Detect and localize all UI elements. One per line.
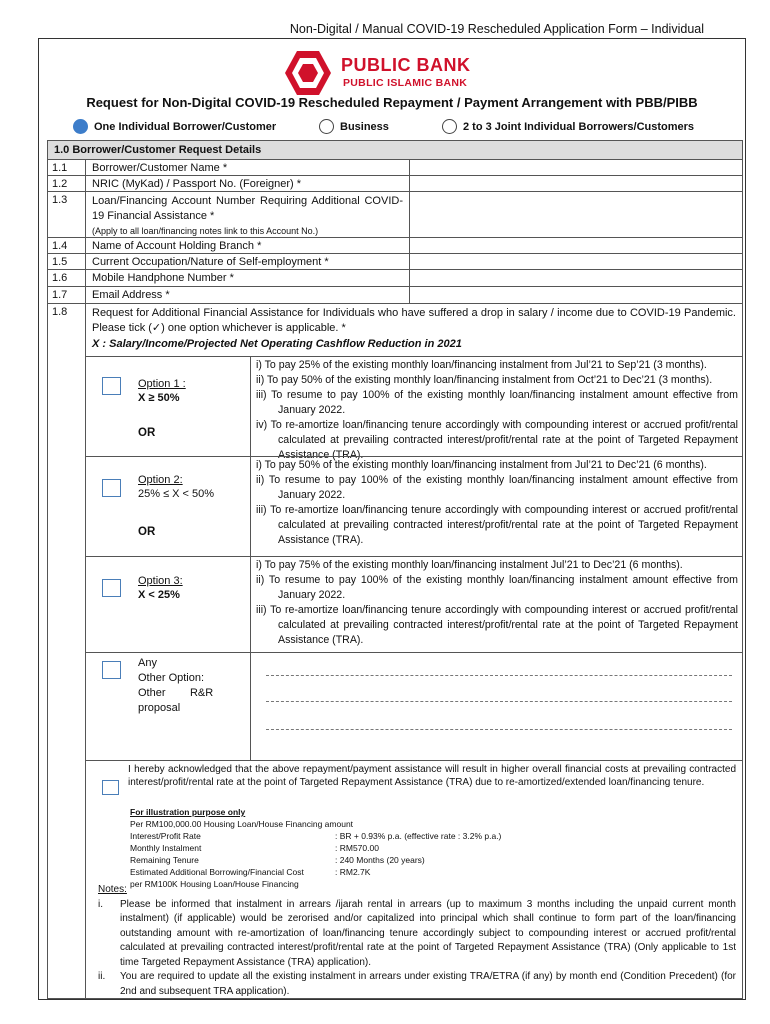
illustration-row [130,842,501,854]
public-bank-logo [283,49,523,97]
note-index: ii. [98,971,106,982]
row-label [86,192,410,237]
row-number: 1.3 [48,192,86,237]
table-row [47,254,743,270]
other-option [86,652,742,760]
row-number: 1.4 [48,238,86,253]
notes-block [98,883,736,999]
row-label: NRIC (MyKad) / Passport No. (Foreigner) * [86,176,410,191]
row-note: (Apply to all loan/financing notes link to this Account No.) [92,226,319,236]
option-3-items [256,558,738,648]
table-row [47,270,743,287]
note-item [98,898,736,971]
row-label: Name of Account Holding Branch * [86,238,410,253]
other-line: proposal [138,702,181,714]
illustration-row [130,854,501,866]
illustration-tail: per RM100K Housing Loan/House Financing [130,879,299,889]
option-name: Option 1 : [138,378,186,390]
option-2 [86,456,742,556]
other-line: Other R&R [138,687,214,699]
option-3-label [138,574,183,602]
option-1 [86,356,742,461]
row-label: Borrower/Customer Name * [86,160,410,175]
option-item: i) To pay 75% of the existing monthly loan/financing instalment Jul’21 to Dec’21 (6 months). [256,559,683,571]
option-2-label [138,473,214,501]
row-1-8-legend: X : Salary/Income/Projected Net Operating Cashflow Reduction in 2021 [92,338,462,350]
option-item: ii) To resume to pay 100% of the existing monthly loan/financing instalment amount effective from January 2022. [256,474,738,501]
row-label: Mobile Handphone Number * [86,270,410,286]
row-number: 1.1 [48,160,86,175]
option-item: i) To pay 50% of the existing monthly loan/financing instalment from Jul’21 to Dec’21 (6 months). [256,459,707,471]
illustration-value: : RM570.00 [335,843,379,853]
radio-label: Business [340,120,389,133]
divider [250,557,251,653]
option-1-items [256,358,738,463]
acknowledge-checkbox[interactable] [102,780,119,795]
note-text: Please be informed that instalment in arrears /ijarah rental in arrears (up to maximum 3 months including the unpaid current month instalment) (if applicable) would be zerorised and/or capitalized into principal which shall continue to form part of the loan/financing outstanding amount with re-amortization of loan/financing tenure accordingly subject to compounding interest or accrued profit/rental calculated at prevailing contracted interest/profit/rental rate at the point of Targeted Repayment Assistance (TRA) (Only applicable to 1st time Targeted Repayment Assistance (TRA) application). [120,898,736,968]
illustration-key: Estimated Additional Borrowing/Financial Cost [130,867,304,877]
option-3-checkbox[interactable] [102,579,121,597]
other-option-label [138,656,213,716]
table-row [47,238,743,254]
table-row [47,287,743,304]
row-number: 1.5 [48,254,86,269]
note-index: i. [98,898,103,910]
logo-line-2: PUBLIC ISLAMIC BANK [343,77,468,89]
request-details-table [47,140,743,999]
option-item: iii) To resume to pay 100% of the existing monthly loan/financing instalment amount effective from January 2022. [256,389,738,416]
bank-emblem-icon [283,49,333,97]
form-frame [38,38,746,1000]
radio-business[interactable] [319,119,389,134]
option-1-label [138,377,186,405]
applicant-type-group [39,119,745,137]
row-label: Current Occupation/Nature of Self-employment * [86,254,410,269]
row-label: Email Address * [86,287,410,303]
radio-individual[interactable] [73,119,276,134]
section-header: 1.0 Borrower/Customer Request Details [47,140,743,160]
illustration-value: : BR + 0.93% p.a. (effective rate : 3.2% p.a.) [335,831,502,841]
row-number: 1.6 [48,270,86,286]
divider [250,653,251,761]
option-condition: X ≥ 50% [138,392,180,404]
other-option-checkbox[interactable] [102,661,121,679]
ack-divider [86,760,742,761]
illustration-row [130,830,501,842]
row-number: 1.2 [48,176,86,191]
illustration-value: : 240 Months (20 years) [335,855,425,865]
table-row-1-8 [47,304,743,999]
option-name: Option 3: [138,575,183,587]
proposal-input-line[interactable] [266,701,732,702]
illustration-heading: For illustration purpose only [130,807,246,817]
illustration-key: Remaining Tenure [130,855,199,865]
radio-joint[interactable] [442,119,694,134]
option-1-checkbox[interactable] [102,377,121,395]
radio-unselected-icon[interactable] [442,119,457,134]
option-item: ii) To resume to pay 100% of the existing monthly loan/financing instalment amount effective from January 2022. [256,574,738,601]
option-name: Option 2: [138,474,183,486]
row-1-8-text: Request for Additional Financial Assistance for Individuals who have suffered a drop in salary / income due to COVID-19 Pandemic. Please tick (✓) one option whichever is applicable. * [92,307,736,334]
radio-label: 2 to 3 Joint Individual Borrowers/Customers [463,120,695,133]
table-row [47,160,743,176]
table-row [47,192,743,238]
illustration-block [130,806,501,890]
option-item: iii) To re-amortize loan/financing tenure accordingly with compounding interest or accrued profit/rental calculated at prevailing contracted interest/profit/rental rate at the point of Targeted Repayment Assistance (TRA). [256,504,738,546]
logo-line-1: PUBLIC BANK [341,55,471,75]
illustration-key: Monthly Instalment [130,843,202,853]
option-condition: X < 25% [138,589,180,601]
or-label: OR [138,427,156,439]
radio-label: One Individual Borrower/Customer [94,120,277,133]
option-item: iii) To re-amortize loan/financing tenure accordingly with compounding interest or accrued profit/rental calculated at prevailing contracted interest/profit/rental rate at the point of Targeted Repayment Assistance (TRA). [256,604,738,646]
note-text: You are required to update all the existing instalment in arrears under existing TRA/ETRA (if any) by month end (Condition Precedent) (for 2nd and subsequent TRA application). [120,971,736,997]
note-item [98,970,736,999]
form-title: Request for Non-Digital COVID-19 Rescheduled Repayment / Payment Arrangement with PBB/PIBB [86,95,698,110]
illustration-line: Per RM100,000.00 Housing Loan/House Financing amount [130,819,354,829]
divider [250,457,251,557]
option-2-items [256,458,738,548]
option-3 [86,556,742,652]
proposal-input-line[interactable] [266,675,732,676]
option-condition: 25% ≤ X < 50% [138,488,215,500]
option-item: ii) To pay 50% of the existing monthly loan/financing instalment from Oct’21 to Dec’21 (3 months). [256,374,713,386]
option-item: iv) To re-amortize loan/financing tenure accordingly with compounding interest or accrued profit/rental calculated at prevailing contracted interest/profit/rental rate at the point of Targeted Repayment Assistance (TRA). [256,419,738,461]
row-number: 1.8 [48,304,86,998]
illustration-row [130,866,501,878]
notes-heading: Notes: [98,884,127,895]
document-header: Non-Digital / Manual COVID-19 Rescheduled Application Form – Individual [289,22,704,36]
option-2-checkbox[interactable] [102,479,121,497]
acknowledge-text: I hereby acknowledged that the above repayment/payment assistance will result in higher overall financial costs at prevailing contracted interest/profit/rental rate at the point of Targeted Repayment Assistance (TRA) due to re-amortized/extended loan/financing tenure. [128,764,736,788]
option-item: i) To pay 25% of the existing monthly loan/financing instalment from Jul’21 to Sep’21 (3 months). [256,359,707,371]
row-label-text: Loan/Financing Account Number Requiring Additional COVID-19 Financial Assistance * [92,195,403,222]
table-row [47,176,743,192]
other-line: Other Option: [138,672,205,684]
radio-selected-icon[interactable] [73,119,88,134]
proposal-input-line[interactable] [266,729,732,730]
illustration-value: : RM2.7K [335,867,371,877]
illustration-key: Interest/Profit Rate [130,831,201,841]
divider [250,357,251,457]
or-label: OR [138,526,156,538]
row-1-8-content [86,304,742,998]
radio-unselected-icon[interactable] [319,119,334,134]
other-line: Any [138,657,157,669]
row-number: 1.7 [48,287,86,303]
